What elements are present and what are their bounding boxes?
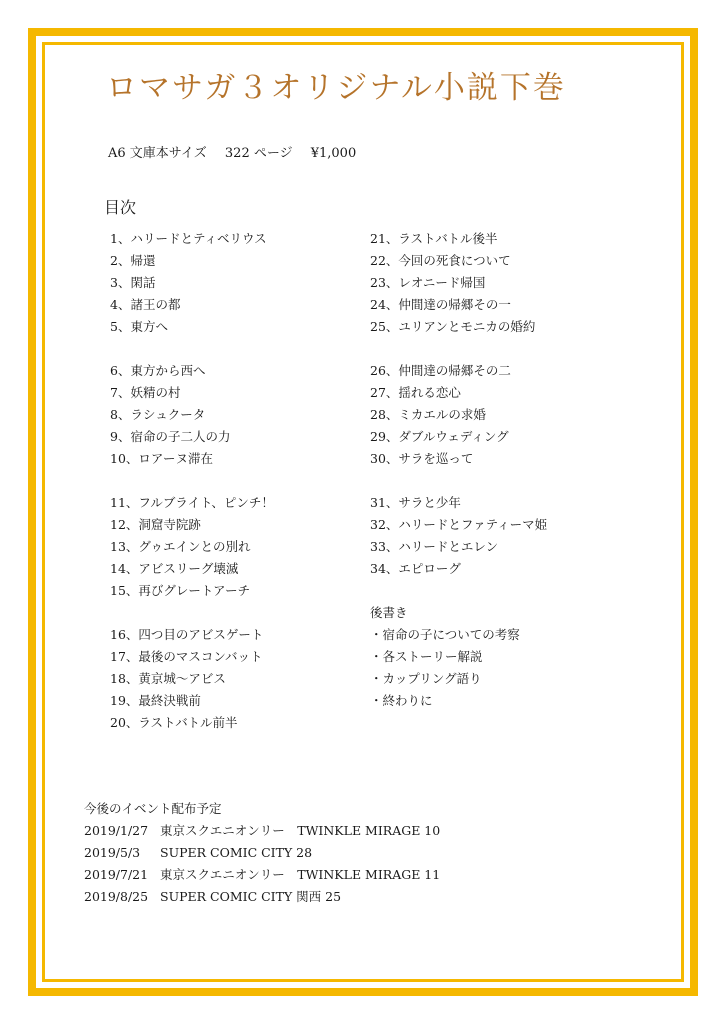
toc-item: 30、サラを巡って — [370, 451, 474, 466]
toc-right-column — [370, 228, 547, 734]
toc-item: 19、最終決戦前 — [110, 693, 201, 708]
toc-item: 2、帰還 — [110, 253, 156, 268]
toc-item: 34、エピローグ — [370, 561, 461, 576]
toc-item: 13、グゥエインとの別れ — [110, 539, 251, 554]
toc-heading: 目次 — [104, 198, 137, 217]
event-name: SUPER COMIC CITY 関西 25 — [160, 889, 342, 904]
toc-item: 7、妖精の村 — [110, 385, 181, 400]
toc-group — [110, 624, 274, 734]
toc-left-column — [110, 228, 274, 756]
event-date: 2019/8/25 — [84, 889, 149, 904]
toc-item: 26、仲間達の帰郷その二 — [370, 363, 511, 378]
toc-item: 16、四つ目のアビスゲート — [110, 627, 264, 642]
event-row — [84, 886, 440, 908]
toc-item: 21、ラストバトル後半 — [370, 231, 498, 246]
toc-item: ・宿命の子についての考察 — [370, 627, 520, 642]
toc-item: 15、再びグレートアーチ — [110, 583, 251, 598]
toc-group — [370, 228, 547, 338]
toc-item: 33、ハリードとエレン — [370, 539, 499, 554]
event-name: SUPER COMIC CITY 28 — [160, 845, 313, 860]
toc-group — [110, 492, 274, 602]
toc-item: ・カップリング語り — [370, 671, 482, 686]
spec-pages: 322 ページ — [224, 146, 293, 161]
toc-item: 14、アビスリーグ壊滅 — [110, 561, 239, 576]
event-row — [84, 842, 440, 864]
toc-item: 24、仲間達の帰郷その一 — [370, 297, 511, 312]
toc-item: 4、諸王の都 — [110, 297, 181, 312]
toc-item: ・終わりに — [370, 693, 433, 708]
toc-item: 23、レオニード帰国 — [370, 275, 486, 290]
event-date: 2019/5/3 — [84, 845, 141, 860]
toc-group — [370, 492, 547, 580]
event-row — [84, 820, 440, 842]
toc-item: 12、洞窟寺院跡 — [110, 517, 201, 532]
spec-price: ¥1,000 — [310, 146, 357, 161]
event-row — [84, 864, 440, 886]
toc-item: 8、ラシュクータ — [110, 407, 206, 422]
toc-item: 27、揺れる恋心 — [370, 385, 461, 400]
toc-item: 3、閑話 — [110, 275, 156, 290]
page-title: ロマサガ３オリジナル小説下巻 — [106, 70, 566, 106]
toc-group — [370, 602, 547, 712]
toc-item: 31、サラと少年 — [370, 495, 461, 510]
spec-size: A6 文庫本サイズ — [108, 146, 207, 161]
toc-item: 25、ユリアンとモニカの婚約 — [370, 319, 536, 334]
toc-group — [110, 228, 274, 338]
book-spec — [108, 142, 370, 161]
toc-item: 28、ミカエルの求婚 — [370, 407, 486, 422]
toc-item: 1、ハリードとティベリウス — [110, 231, 267, 246]
event-schedule — [84, 798, 440, 908]
toc-item: 32、ハリードとファティーマ姫 — [370, 517, 548, 532]
toc-group — [110, 360, 274, 470]
toc-item: 18、黄京城～アビス — [110, 671, 226, 686]
toc-item: 5、東方へ — [110, 319, 168, 334]
events-heading: 今後のイベント配布予定 — [84, 801, 222, 816]
toc-item: 11、フルブライト、ピンチ！ — [110, 495, 274, 510]
toc-item: 29、ダブルウェディング — [370, 429, 509, 444]
event-list — [84, 820, 440, 908]
toc-item: 20、ラストバトル前半 — [110, 715, 238, 730]
toc-item: 9、宿命の子二人の力 — [110, 429, 231, 444]
event-date: 2019/7/21 — [84, 867, 149, 882]
toc-item: ・各ストーリー解説 — [370, 649, 483, 664]
event-date: 2019/1/27 — [84, 823, 149, 838]
event-name: 東京スクエニオンリー TWINKLE MIRAGE 11 — [160, 867, 441, 882]
toc-item: 後書き — [370, 605, 408, 620]
toc-group — [370, 360, 547, 470]
toc-item: 17、最後のマスコンバット — [110, 649, 263, 664]
event-name: 東京スクエニオンリー TWINKLE MIRAGE 10 — [160, 823, 441, 838]
toc-item: 22、今回の死食について — [370, 253, 511, 268]
toc-item: 10、ロアーヌ滞在 — [110, 451, 214, 466]
toc-item: 6、東方から西へ — [110, 363, 206, 378]
